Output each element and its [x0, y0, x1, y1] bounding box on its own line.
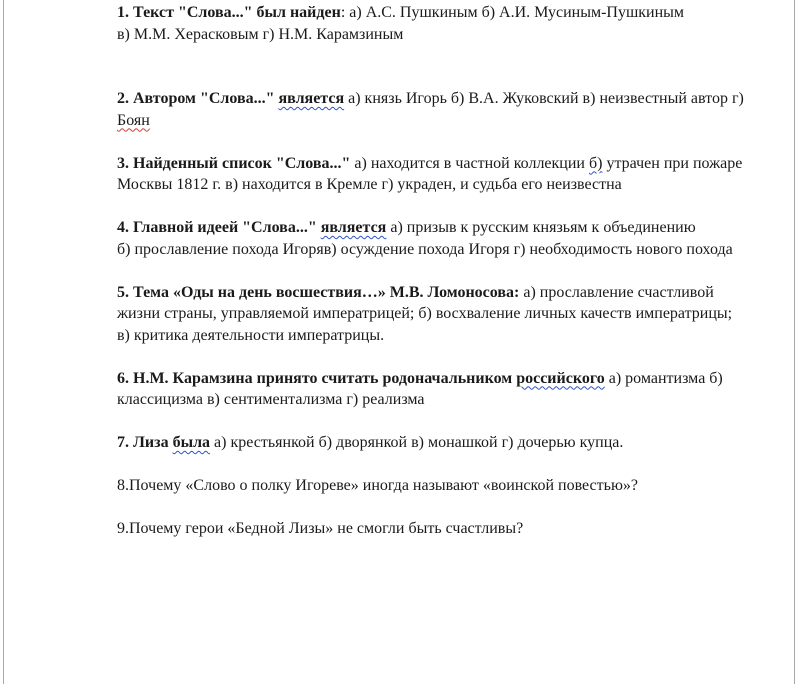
- question-2-spellcheck-option[interactable]: Боян: [117, 111, 150, 129]
- question-8: [117, 475, 757, 497]
- question-4-prompt: 4. Главной идеей "Слова...": [117, 219, 321, 236]
- question-3: [117, 153, 757, 196]
- question-3-options-b: утрачен при пожаре Москвы 1812 г. в) находится в Кремле г) украден, и судьба его неизвестна: [117, 154, 743, 193]
- question-6-options: а) романтизма б) классицизма в) сентиментализма г) реализма: [117, 369, 723, 408]
- question-2-spellcheck-word[interactable]: является: [278, 90, 345, 107]
- question-7-prompt: 7. Лиза: [117, 434, 173, 451]
- question-1: [117, 2, 757, 45]
- question-1-options-line2: в) М.М. Херасковым г) Н.М. Карамзиным: [117, 25, 404, 43]
- question-2-prompt: 2. Автором "Слова...": [117, 90, 279, 107]
- question-7-options: а) крестьянкой б) дворянкой в) монашкой г) дочерью купца.: [210, 434, 624, 451]
- question-5: [117, 282, 757, 347]
- question-2-options: а) князь Игорь б) В.А. Жуковский в) неизвестный автор г): [344, 90, 744, 107]
- question-2: [117, 88, 757, 131]
- question-5-prompt: 5. Тема «Оды на день восшествия…» М.В. Ломоносова:: [117, 283, 520, 301]
- question-5-options-line2: в) критика деятельности императрицы.: [117, 326, 385, 344]
- question-4-options-line2: б) прославление похода Игоряв) осуждение похода Игоря г) необходимость нового похода: [117, 240, 733, 258]
- document-body: [117, 2, 757, 540]
- question-4-options-line1: а) призыв к русским князьям к объединению: [386, 219, 696, 236]
- question-8-text: 8.Почему «Слово о полку Игореве» иногда называют «воинской повестью»?: [117, 477, 638, 494]
- question-6: [117, 368, 757, 411]
- question-5-options-line1: а) прославление счастливой жизни страны, управляемой императрицей; б) восхваление личных качеств императрицы;: [117, 283, 733, 322]
- question-7-spellcheck-word[interactable]: была: [172, 434, 211, 451]
- question-7: [117, 432, 757, 454]
- question-1-prompt: 1. Текст "Слова..." был найден: [117, 4, 341, 21]
- question-4: [117, 217, 757, 260]
- question-3-options-a: а) находится в частной коллекции: [350, 154, 589, 172]
- question-9: [117, 518, 757, 540]
- question-1-options-line1: : а) А.С. Пушкиным б) А.И. Мусиным-Пушкиным: [340, 4, 685, 21]
- question-3-prompt: 3. Найденный список "Слова...": [117, 154, 351, 172]
- question-6-spellcheck-word[interactable]: российского: [516, 369, 605, 387]
- question-3-spellcheck-option[interactable]: б): [588, 154, 603, 172]
- document-page: [3, 0, 795, 684]
- question-9-text: 9.Почему герои «Бедной Лизы» не смогли быть счастливы?: [117, 520, 524, 537]
- question-4-spellcheck-word[interactable]: является: [320, 219, 387, 236]
- question-6-prompt: 6. Н.М. Карамзина принято считать родоначальником: [117, 369, 517, 387]
